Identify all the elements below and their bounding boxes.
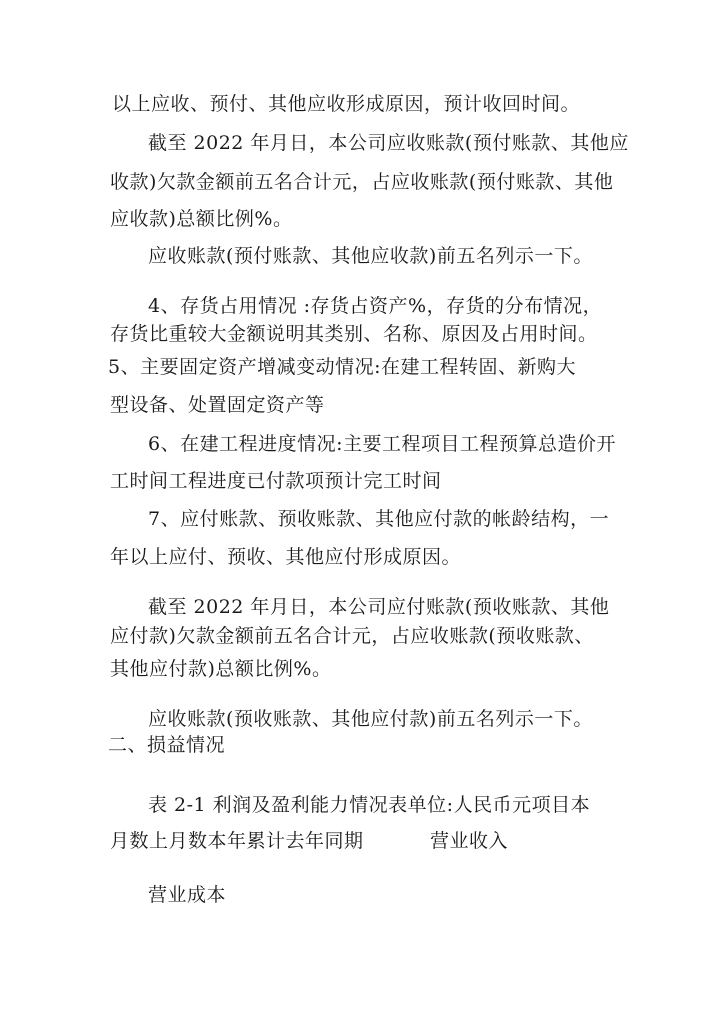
text-line: 应收账款(预收账款、其他应付款)前五名列示一下。: [148, 708, 593, 730]
text-line: 6、在建工程进度情况:主要工程项目工程预算总造价开: [148, 433, 616, 455]
text-line: 4、存货占用情况 :存货占资产%，存货的分布情况，: [148, 295, 603, 317]
table-row-label: 营业收入: [430, 830, 509, 852]
table-header-columns: 月数上月数本年累计去年同期: [110, 830, 364, 852]
text-line: 截至 2022 年月日，本公司应付账款(预收账款、其他: [148, 596, 610, 618]
text-line: 应付款)欠款金额前五名合计元，占应收账款(预收账款、: [110, 625, 594, 647]
text-line: 型设备、处置固定资产等: [110, 394, 325, 416]
text-line: 年以上应付、预收、其他应付形成原因。: [110, 546, 462, 568]
text-line: 其他应付款)总额比例%。: [110, 658, 332, 680]
text-line: 应收款)总额比例%。: [110, 208, 293, 230]
text-line: 工时间工程进度已付款项预计完工时间: [110, 470, 442, 492]
text-line: 存货比重较大金额说明其类别、名称、原因及占用时间。: [110, 323, 598, 345]
text-line: 应收账款(预付账款、其他应收款)前五名列示一下。: [148, 245, 593, 267]
table-caption: 表 2-1 利润及盈利能力情况表单位:人民币元项目本: [148, 794, 591, 816]
section-heading: 二、损益情况: [108, 734, 226, 756]
text-line: 以上应收、预付、其他应收形成原因，预计收回时间。: [112, 93, 581, 115]
table-row-label: 营业成本: [148, 884, 227, 906]
text-line: 5、主要固定资产增减变动情况:在建工程转固、新购大: [108, 356, 576, 378]
text-line: 7、应付账款、预收账款、其他应付款的帐龄结构，一: [148, 508, 610, 530]
text-line: 收款)欠款金额前五名合计元，占应收账款(预付账款、其他: [110, 171, 614, 193]
text-line: 截至 2022 年月日，本公司应收账款(预付账款、其他应: [148, 132, 629, 154]
